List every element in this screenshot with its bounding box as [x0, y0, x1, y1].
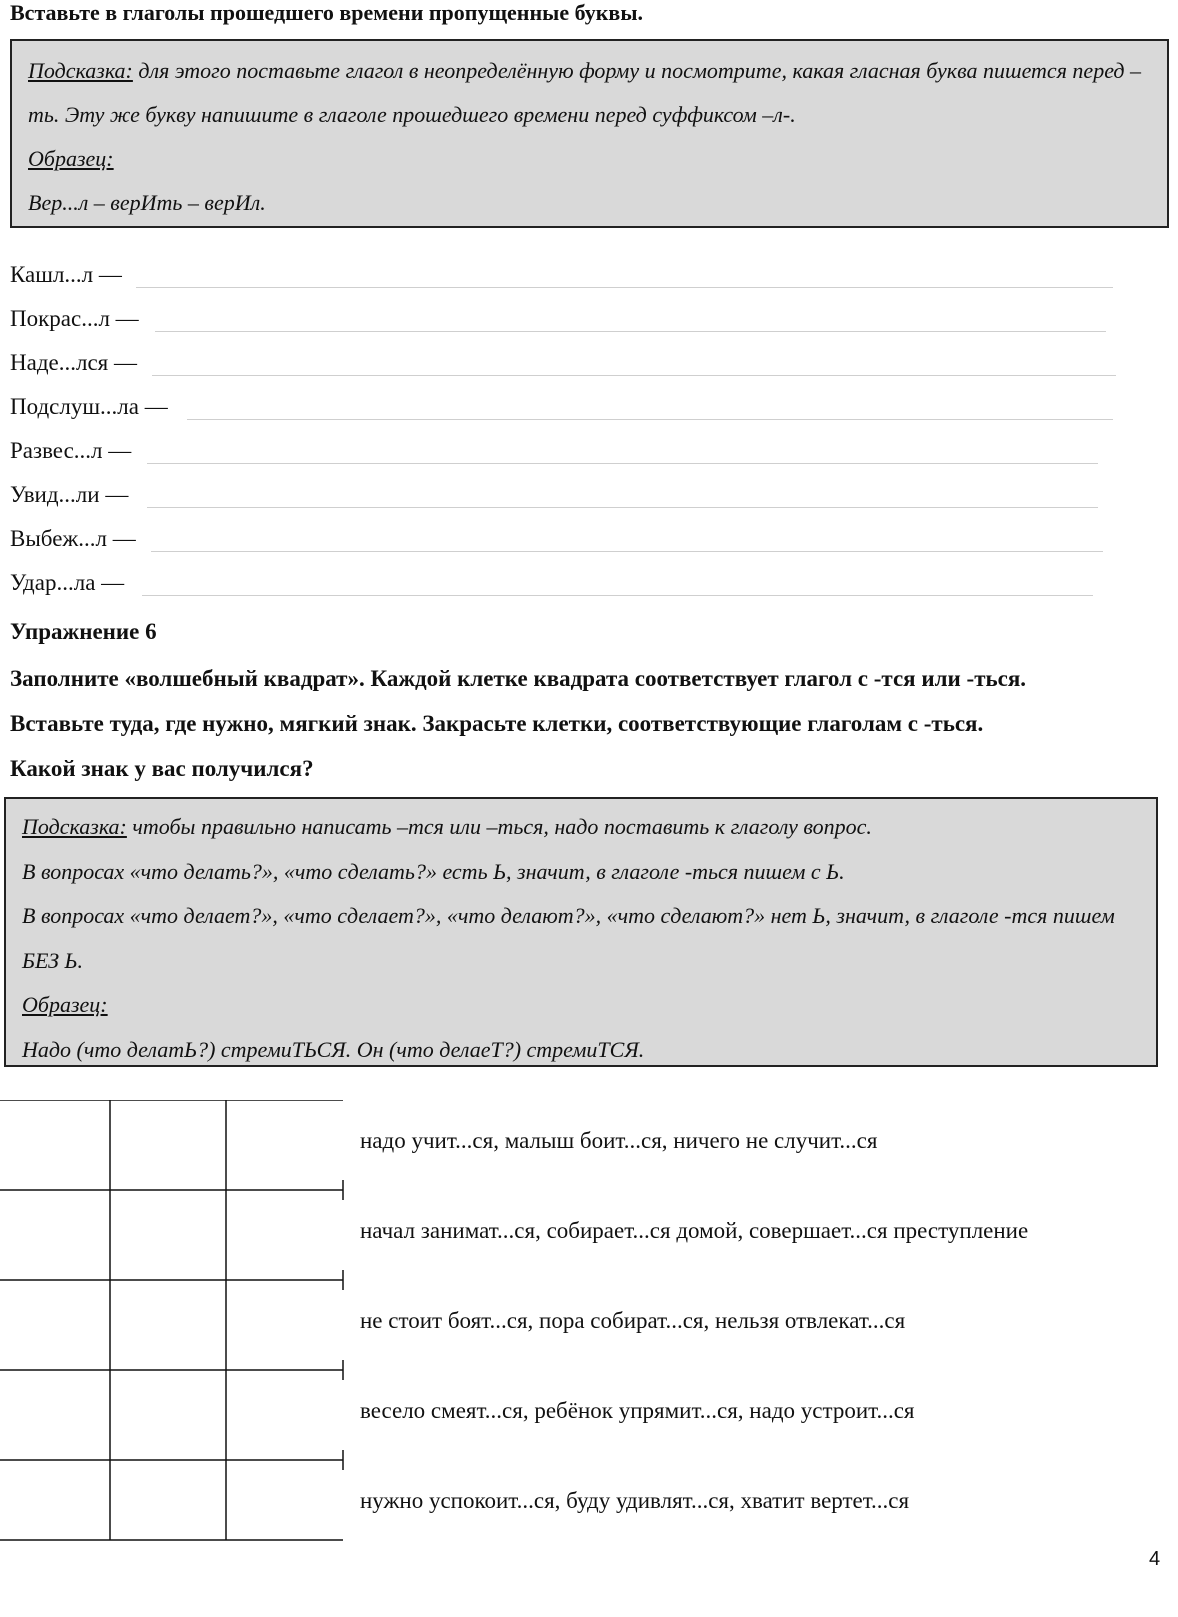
- exercise-6-title: Упражнение 6: [10, 619, 157, 644]
- grid-row-verbs: не стоит боят...ся, пора собират...ся, нельзя отвлекат...ся: [360, 1308, 906, 1333]
- answer-line[interactable]: [10, 436, 1098, 466]
- verb-prompt: Удар...ла —: [10, 570, 125, 595]
- answer-line[interactable]: [10, 260, 1113, 290]
- answer-underline[interactable]: [155, 331, 1106, 332]
- hint-body: для этого поставьте глагол в неопределённую форму и посмотрите, какая гласная буква пишется перед –ть. Эту же букву напишите в глаголе прошедшего времени перед суффиксом –л-.: [28, 58, 1142, 127]
- grid-row-verbs: весело смеят...ся, ребёнок упрямит...ся, надо устроит...ся: [360, 1398, 915, 1423]
- sample-text: Надо (что делатЬ?) стремиТЬСЯ. Он (что делаеТ?) стремиТСЯ.: [22, 1036, 645, 1062]
- exercise-6-task: [10, 656, 1162, 791]
- answer-line[interactable]: [10, 304, 1106, 334]
- sample-text: Вер...л – верИть – верИл.: [28, 190, 266, 215]
- answer-underline[interactable]: [136, 287, 1113, 288]
- answer-underline[interactable]: [151, 551, 1103, 552]
- answer-underline[interactable]: [187, 419, 1113, 420]
- task-line: Вставьте туда, где нужно, мягкий знак. Закрасьте клетки, соответствующие глаголам с -ться.: [10, 711, 984, 736]
- verb-prompt: Развес...л —: [10, 438, 132, 463]
- grid-row-verbs: нужно успокоит...ся, буду удивлят...ся, хватит вертет...ся: [360, 1488, 910, 1513]
- grid-row-verbs: начал занимат...ся, собирает...ся домой, совершает...ся преступление: [360, 1218, 1029, 1243]
- answer-underline[interactable]: [152, 375, 1116, 376]
- verb-prompt: Подслуш...ла —: [10, 394, 168, 419]
- verb-prompt: Кашл...л —: [10, 262, 122, 287]
- answer-line[interactable]: [10, 392, 1113, 422]
- answer-underline[interactable]: [147, 507, 1098, 508]
- task-line: Какой знак у вас получился?: [10, 756, 314, 781]
- sample-label: Образец:: [28, 146, 114, 171]
- answer-underline[interactable]: [147, 463, 1098, 464]
- hint-box-tsya: [4, 797, 1158, 1067]
- sample-label: Образец:: [22, 992, 108, 1017]
- hint-text: В вопросах «что делать?», «что сделать?» есть Ь, значит, в глаголе -ться пишем с Ь.: [22, 858, 845, 884]
- verb-prompt: Наде...лся —: [10, 350, 137, 375]
- hint-box-verbs: [10, 39, 1169, 228]
- hint-label: Подсказка:: [22, 814, 127, 839]
- verb-prompt: Покрас...л —: [10, 306, 139, 331]
- verb-prompt: Выбеж...л —: [10, 526, 136, 551]
- hint-text: В вопросах «что делает?», «что сделает?», «что делают?», «что сделают?» нет Ь, значит, в глаголе -тся пишем БЕЗ Ь.: [22, 903, 1115, 973]
- hint-text: [28, 49, 1151, 137]
- answer-line[interactable]: [10, 568, 1093, 598]
- answer-line[interactable]: [10, 524, 1103, 554]
- task-line: Заполните «волшебный квадрат». Каждой клетке квадрата соответствует глагол с -тся или -ться.: [10, 666, 1027, 691]
- answer-line[interactable]: [10, 348, 1116, 378]
- verb-prompt: Увид...ли —: [10, 482, 129, 507]
- grid-row-verbs: надо учит...ся, малыш боит...ся, ничего не случит...ся: [360, 1128, 878, 1153]
- exercise-heading: Вставьте в глаголы прошедшего времени пропущенные буквы.: [10, 0, 643, 25]
- answer-line[interactable]: [10, 480, 1098, 510]
- hint-body: чтобы правильно написать –тся или –ться, надо поставить к глаголу вопрос.: [126, 814, 872, 839]
- answer-underline[interactable]: [142, 595, 1093, 596]
- page-number: 4: [1149, 1548, 1161, 1570]
- hint-label: Подсказка:: [28, 58, 133, 83]
- magic-square-grid[interactable]: [0, 1100, 350, 1550]
- hint-text: [22, 805, 1140, 850]
